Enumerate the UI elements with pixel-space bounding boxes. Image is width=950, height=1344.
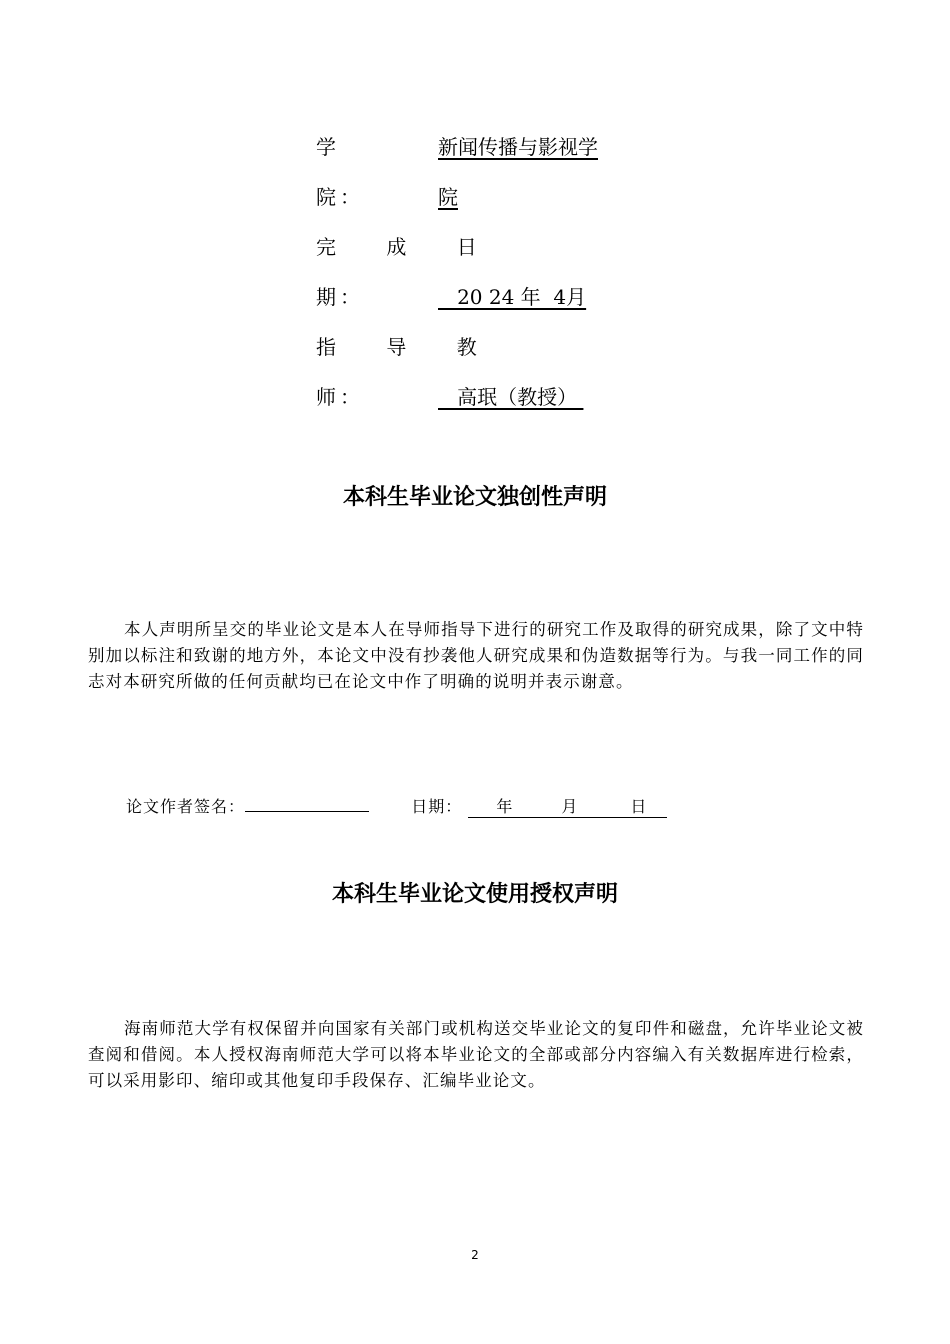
college-label-line2: 院：: [316, 185, 364, 209]
college-value-line1: 新闻传播与影视学: [438, 135, 598, 159]
date-label: 日期：: [411, 797, 463, 816]
signature-row: [126, 793, 667, 818]
page-number: 2: [471, 1248, 479, 1262]
authorization-body: 海南师范大学有权保留并向国家有关部门或机构送交毕业论文的复印件和磁盘，允许毕业论文被查阅和借阅。本人授权海南师范大学可以将本毕业论文的全部或部分内容编入有关数据库进行检索，可以采用影印、缩印或其他复印手段保存、汇编毕业论文。: [88, 1019, 864, 1090]
originality-title: 本科生毕业论文独创性声明: [342, 485, 607, 510]
advisor-label-line1: 指 导 教: [316, 335, 499, 359]
author-signature-blank: [245, 793, 369, 812]
advisor-label-line2: 师：: [316, 385, 364, 409]
date-blank: [468, 794, 667, 818]
date-label-line1: 完 成 日: [316, 235, 499, 259]
day-label: 日: [630, 797, 648, 816]
college-value-line2: 院: [438, 185, 458, 209]
month-label: 月: [561, 797, 579, 816]
date-value: 20 24 年 4月: [438, 285, 587, 309]
college-label-line1: 学: [316, 135, 340, 159]
year-label: 年: [496, 797, 514, 816]
originality-body: 本人声明所呈交的毕业论文是本人在导师指导下进行的研究工作及取得的研究成果，除了文中特别加以标注和致谢的地方外，本论文中没有抄袭他人研究成果和伪造数据等行为。与我一同工作的同志对本研究所做的任何贡献均已在论文中作了明确的说明并表示谢意。: [88, 620, 864, 691]
author-signature-label: 论文作者签名：: [126, 797, 246, 816]
date-label-line2: 期：: [316, 285, 364, 309]
authorization-title: 本科生毕业论文使用授权声明: [331, 882, 618, 907]
advisor-value: 高珉（教授）: [438, 385, 584, 409]
